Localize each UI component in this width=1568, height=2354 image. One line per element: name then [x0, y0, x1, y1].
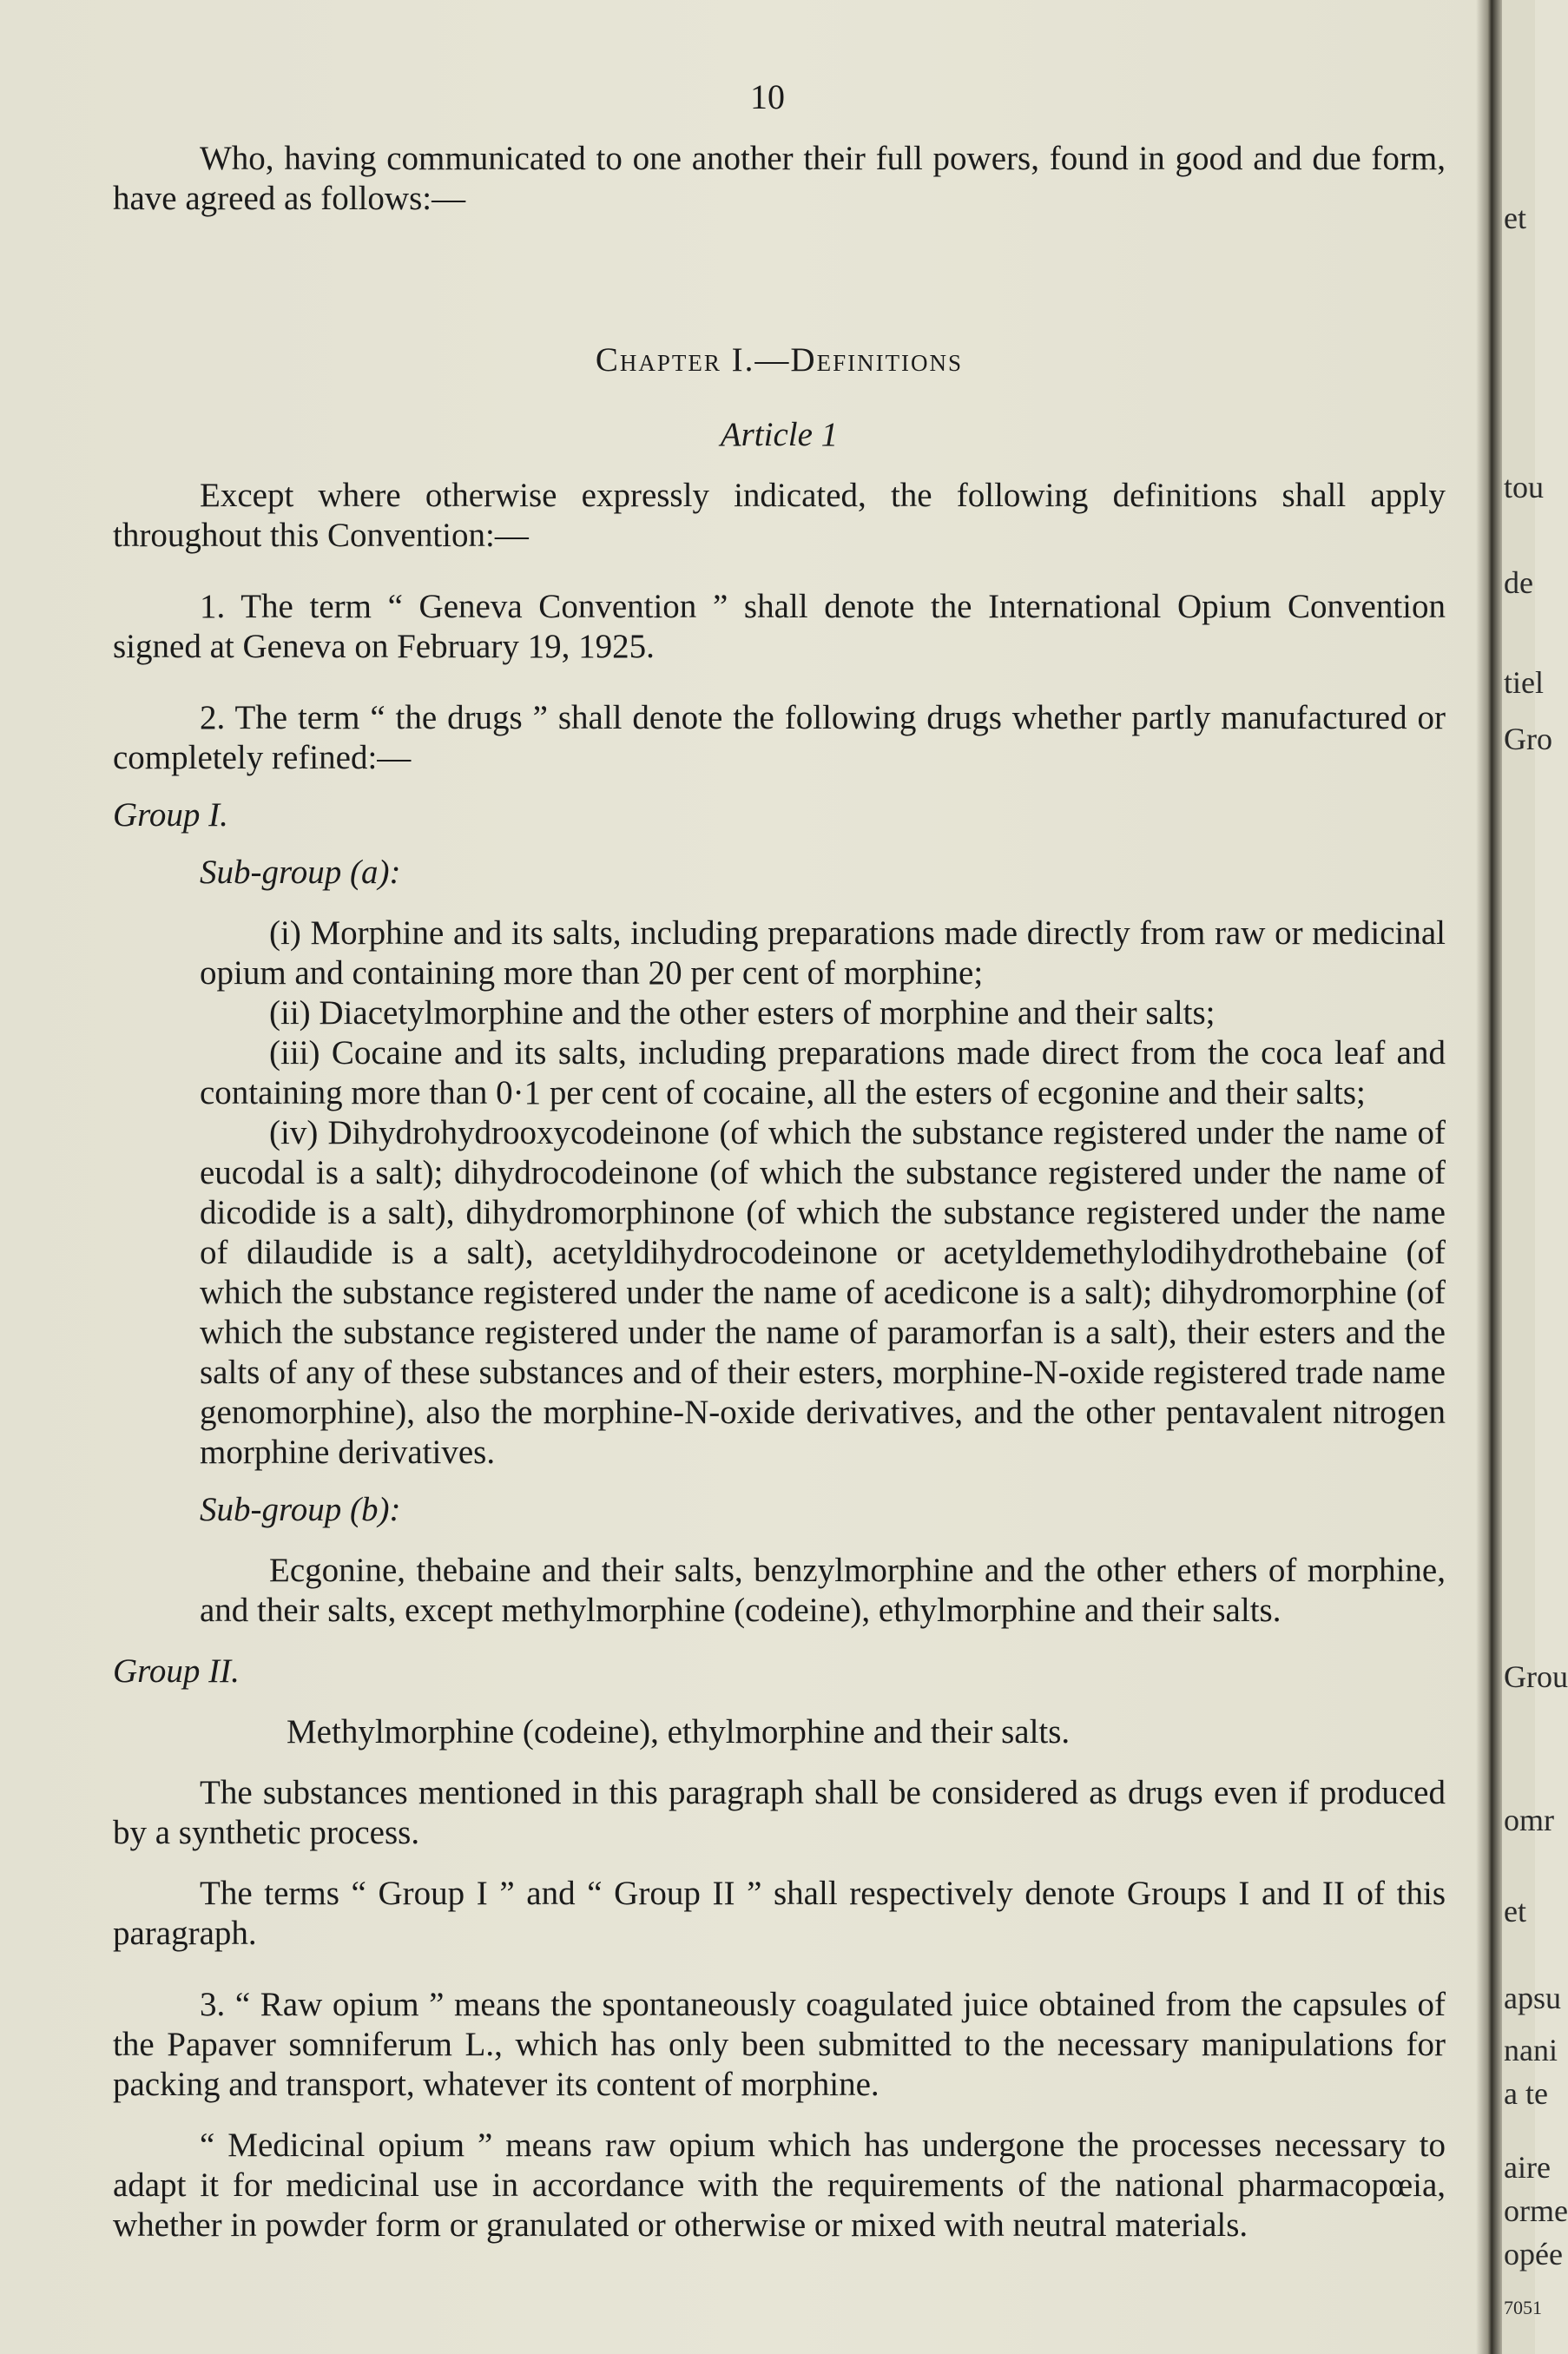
document-body — [113, 139, 1446, 2245]
chapter-heading: Chapter I.—Definitions — [595, 341, 964, 379]
facing-fragment: tiel — [1504, 665, 1544, 700]
book-gutter — [1476, 0, 1502, 2354]
page-number: 10 — [750, 77, 785, 116]
facing-fragment: a te — [1504, 2076, 1548, 2111]
facing-fragment: orme — [1504, 2193, 1568, 2228]
facing-fragment: apsu — [1504, 1981, 1561, 2015]
subgroup-a-heading: Sub-group (a): — [200, 854, 401, 891]
facing-fragment: omr — [1504, 1803, 1554, 1837]
facing-fragment: Gro — [1504, 722, 1552, 756]
facing-fragment: de — [1504, 565, 1533, 600]
facing-fragment: Grou — [1504, 1659, 1568, 1694]
list-item: (i) Morphine and its salts, including preparations made directly from raw or medicinal opium and containing more than 20 per cent of morphine; — [200, 914, 1446, 992]
list-item: (iv) Dihydrohydrooxycodeinone (of which the substance registered under the name of eucodal is a salt); dihydrocodeinone (of which the substance registered under the name of dicodide is a salt), dihydromorphinone (of which the substance registered under the name of dilaudide is a salt), acetyldihydrocodeinone or acetyldemethylodihydrothebaine (of which the substance registered under the name of acedicone is a salt); dihydromorphine (of which the substance registered under the name of paramorfan is a salt), their esters and the salts of any of these substances and of their esters, morphine-N-oxide registered trade name genomorphine), also the morphine-N-oxide derivatives, and the other pentavalent nitrogen morphine derivatives. — [200, 1114, 1446, 1471]
facing-page-edge — [1502, 0, 1568, 2354]
facing-fragment: tou — [1504, 470, 1545, 504]
definition-paragraph-1: 1. The term “ Geneva Convention ” shall denote the International Opium Convention signed at Geneva on February 19, 1925. — [113, 588, 1446, 665]
facing-fragment: 7051 — [1504, 2297, 1542, 2318]
subgroup-b-heading: Sub-group (b): — [200, 1491, 401, 1528]
list-item: (iii) Cocaine and its salts, including preparations made direct from the coca leaf and containing more than 0·1 per cent of cocaine, all the esters of ecgonine and their salts; — [200, 1034, 1446, 1111]
groups-note-paragraph: The terms “ Group I ” and “ Group II ” shall respectively denote Groups I and II of this paragraph. — [113, 1875, 1446, 1952]
synthetic-note-paragraph: The substances mentioned in this paragraph shall be considered as drugs even if produced by a synthetic process. — [113, 1774, 1446, 1851]
facing-fragment: aire — [1504, 2150, 1551, 2185]
group-2-paragraph: Methylmorphine (codeine), ethylmorphine and their salts. — [287, 1713, 1071, 1751]
subgroup-b-paragraph: Ecgonine, thebaine and their salts, benzylmorphine and the other ethers of morphine, and their salts, except methylmorphine (codeine), ethylmorphine and their salts. — [200, 1552, 1446, 1629]
definition-paragraph-2: 2. The term “ the drugs ” shall denote the following drugs whether partly manufactured or completely refined:— — [113, 699, 1446, 776]
definition-paragraph-3: 3. “ Raw opium ” means the spontaneously coagulated juice obtained from the capsules of the Papaver somniferum L., which has only been submitted to the necessary manipulations for packing and transport, whatever its content of morphine. — [113, 1986, 1446, 2103]
intro-paragraph: Except where otherwise expressly indicated, the following definitions shall apply throughout this Convention:— — [113, 477, 1446, 554]
facing-fragment: opée — [1504, 2237, 1563, 2272]
group-2-heading: Group II. — [113, 1652, 240, 1690]
preamble-paragraph: Who, having communicated to one another their full powers, found in good and due form, have agreed as follows:— — [113, 140, 1446, 217]
facing-fragment: et — [1504, 1894, 1526, 1929]
facing-fragment: nani — [1504, 2033, 1558, 2067]
medicinal-opium-paragraph: “ Medicinal opium ” means raw opium which has undergone the processes necessary to adapt it for medicinal use in accordance with the requirements of the national pharmacopœia, whether in powder form or granulated or otherwise or mixed with neutral materials. — [113, 2127, 1446, 2244]
list-item: (ii) Diacetylmorphine and the other esters of morphine and their salts; — [269, 994, 1216, 1032]
article-heading: Article 1 — [720, 416, 839, 453]
facing-fragment: et — [1504, 201, 1526, 235]
group-1-heading: Group I. — [113, 796, 228, 834]
